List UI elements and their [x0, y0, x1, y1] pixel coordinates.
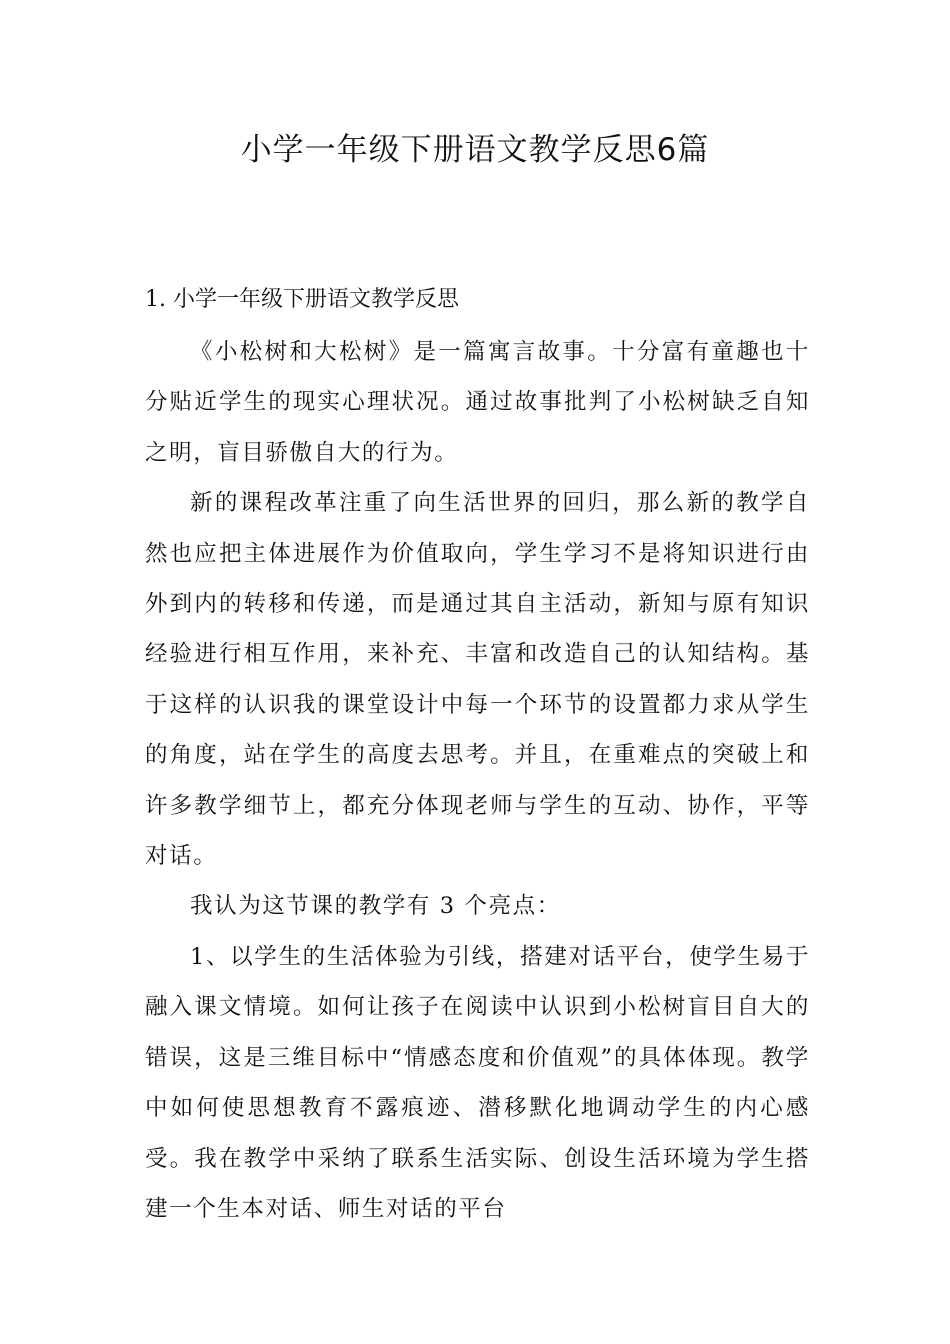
- document-title: 小学一年级下册语文教学反思6篇: [240, 132, 710, 168]
- paragraph: 1、以学生的生活体验为引线，搭建对话平台，使学生易于融入课文情境。如何让孩子在阅读中认识到小松树盲目自大的错误，这是三维目标中“情感态度和价值观”的具体体现。教学中如何使思想教育不露痕迹、潜移默化地调动学生的内心感受。我在教学中采纳了联系生活实际、创设生活环境为学生搭建一个生本对话、师生对话的平台: [145, 943, 810, 1222]
- paragraph: 我认为这节课的教学有 3 个亮点：: [190, 893, 561, 920]
- paragraph: 《小松树和大松树》是一篇寓言故事。十分富有童趣也十分贴近学生的现实心理状况。通过故事批判了小松树缺乏自知之明，盲目骄傲自大的行为。: [145, 339, 810, 466]
- body-text: [145, 327, 810, 1234]
- section-heading: 1. 小学一年级下册语文教学反思: [145, 287, 459, 312]
- paragraph: 新的课程改革注重了向生活世界的回归，那么新的教学自然也应把主体进展作为价值取向，学生学习不是将知识进行由外到内的转移和传递，而是通过其自主活动，新知与原有知识经验进行相互作用，来补充、丰富和改造自己的认知结构。基于这样的认识我的课堂设计中每一个环节的设置都力求从学生的角度，站在学生的高度去思考。并且，在重难点的突破上和许多教学细节上，都充分体现老师与学生的互动、协作，平等对话。: [145, 490, 810, 870]
